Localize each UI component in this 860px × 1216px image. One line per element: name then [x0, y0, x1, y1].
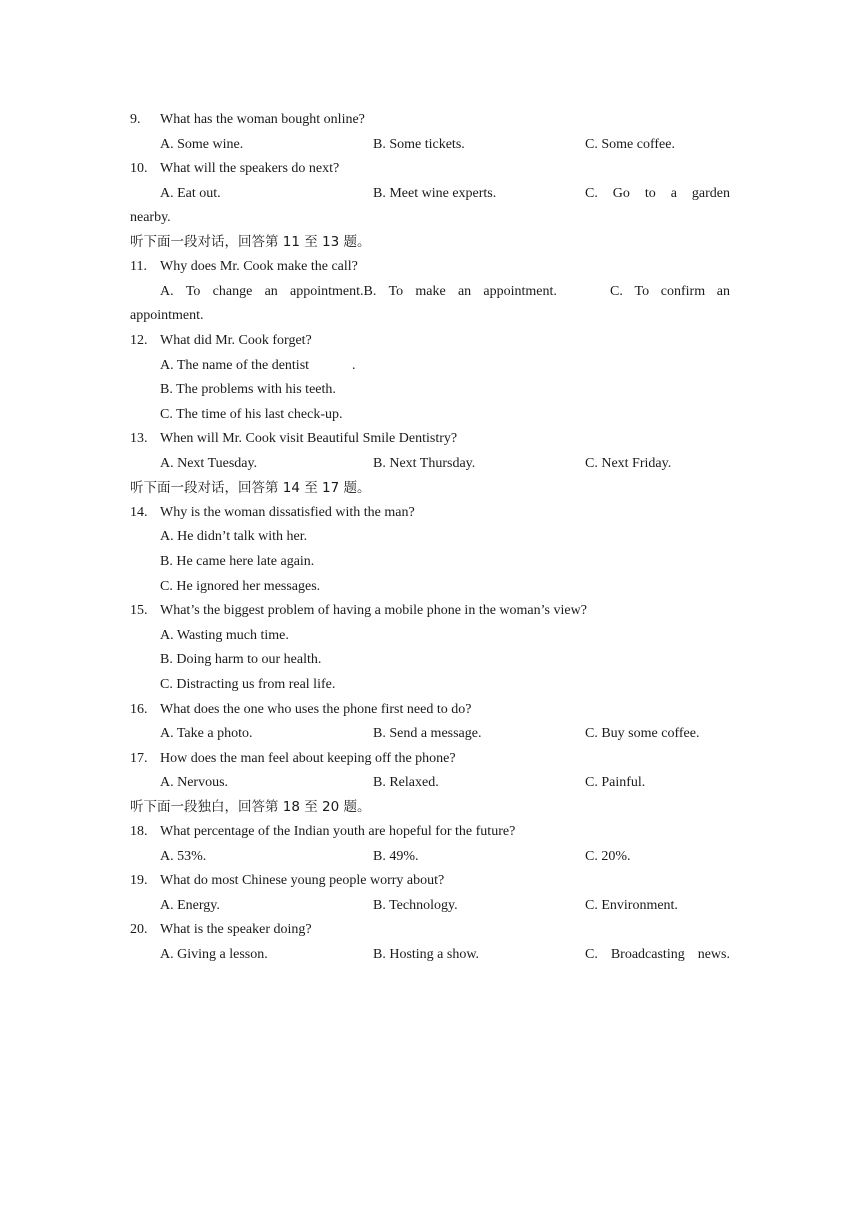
options-11	[130, 282, 730, 302]
question-text: What does the one who uses the phone first need to do?	[160, 702, 472, 717]
option-a: A. Take a photo.	[160, 726, 253, 741]
options-19	[130, 896, 730, 916]
question-number: 9.	[130, 112, 141, 127]
section-instruction: 听下面一段独白，回答第 18 至 20 题。	[130, 799, 371, 815]
option-b-row	[130, 380, 730, 400]
section-instruction: 听下面一段对话，回答第 14 至 17 题。	[130, 480, 371, 496]
option-c	[585, 184, 730, 204]
options-9	[130, 135, 730, 155]
question-17	[130, 749, 730, 769]
question-text: What will the speakers do next?	[160, 161, 340, 176]
word: C.	[585, 186, 598, 201]
word: news.	[697, 947, 730, 962]
word: To	[185, 284, 201, 299]
option-b: B. Relaxed.	[373, 775, 439, 790]
option-b: B. Send a message.	[373, 726, 482, 741]
question-text: What do most Chinese young people worry about?	[160, 873, 445, 888]
option-c-wrap	[130, 306, 730, 326]
question-number: 19.	[130, 873, 148, 888]
word: appointment.	[483, 284, 557, 299]
option-c-row	[130, 405, 730, 425]
question-text: Why is the woman dissatisfied with the man?	[160, 505, 415, 520]
word: To	[388, 284, 404, 299]
option-c: C. Buy some coffee.	[585, 726, 700, 741]
option-a-b	[160, 282, 557, 302]
option-b: B. He came here late again.	[160, 554, 315, 569]
option-a: A. Energy.	[160, 898, 220, 913]
option-c	[610, 282, 730, 302]
option-a: A. Nervous.	[160, 775, 229, 790]
option-b: B. Some tickets.	[373, 137, 465, 152]
question-number: 11.	[130, 259, 147, 274]
option-c: C. Painful.	[585, 775, 646, 790]
question-number: 18.	[130, 824, 148, 839]
option-c: C. 20%.	[585, 849, 631, 864]
option-a-period: .	[352, 358, 356, 373]
word: make	[415, 284, 446, 299]
word: to	[644, 186, 656, 201]
option-a: A. 53%.	[160, 849, 207, 864]
option-b-row	[130, 650, 730, 670]
options-10	[130, 184, 730, 204]
question-number: 15.	[130, 603, 148, 618]
question-text: What’s the biggest problem of having a mobile phone in the woman’s view?	[160, 603, 587, 618]
option-c: C. Next Friday.	[585, 456, 672, 471]
option-b: B. Next Thursday.	[373, 456, 476, 471]
word: Go	[612, 186, 630, 201]
option-c: C. He ignored her messages.	[160, 579, 321, 594]
option-a: A. Eat out.	[160, 186, 221, 201]
option-a-row	[130, 527, 730, 547]
word: C.	[610, 284, 623, 299]
option-a: A. He didn’t talk with her.	[160, 529, 308, 544]
question-number: 20.	[130, 922, 148, 937]
question-number: 14.	[130, 505, 148, 520]
word: garden	[691, 186, 730, 201]
question-10	[130, 159, 730, 179]
question-text: What is the speaker doing?	[160, 922, 312, 937]
question-13	[130, 429, 730, 449]
word: an	[264, 284, 278, 299]
word: a	[670, 186, 677, 201]
question-text: Why does Mr. Cook make the call?	[160, 259, 358, 274]
word: appointment.B.	[290, 284, 377, 299]
options-13	[130, 454, 730, 474]
option-c	[585, 945, 730, 965]
question-16	[130, 700, 730, 720]
option-a: A. Giving a lesson.	[160, 947, 268, 962]
option-b: B. Hosting a show.	[373, 947, 480, 962]
option-a: A. Wasting much time.	[160, 628, 289, 643]
question-15	[130, 601, 730, 621]
option-c: C. Distracting us from real life.	[160, 677, 336, 692]
option-b: B. The problems with his teeth.	[160, 382, 336, 397]
question-18	[130, 822, 730, 842]
question-text: When will Mr. Cook visit Beautiful Smile Dentistry?	[160, 431, 458, 446]
question-number: 12.	[130, 333, 148, 348]
word: A.	[160, 284, 174, 299]
option-c: C. The time of his last check-up.	[160, 407, 343, 422]
option-a: A. The name of the dentist	[160, 358, 310, 373]
option-b: B. Doing harm to our health.	[160, 652, 322, 667]
question-20	[130, 920, 730, 940]
question-text: What has the woman bought online?	[160, 112, 365, 127]
word: confirm	[660, 284, 706, 299]
question-12	[130, 331, 730, 351]
option-b: B. Meet wine experts.	[373, 186, 497, 201]
option-a-row	[130, 626, 730, 646]
options-18	[130, 847, 730, 867]
options-16	[130, 724, 730, 744]
option-c: C. Some coffee.	[585, 137, 675, 152]
word: C.	[585, 947, 598, 962]
question-text: How does the man feel about keeping off the phone?	[160, 751, 456, 766]
question-text: What did Mr. Cook forget?	[160, 333, 312, 348]
option-c-row	[130, 577, 730, 597]
word: an	[716, 284, 730, 299]
option-a: A. Some wine.	[160, 137, 244, 152]
question-14	[130, 503, 730, 523]
question-19	[130, 871, 730, 891]
word: an	[457, 284, 472, 299]
question-number: 13.	[130, 431, 148, 446]
options-20	[130, 945, 730, 965]
option-c: C. Environment.	[585, 898, 678, 913]
word: Broadcasting	[610, 947, 685, 962]
option-a-row	[130, 356, 730, 376]
word: change	[212, 284, 253, 299]
option-a: A. Next Tuesday.	[160, 456, 258, 471]
option-c-continued: appointment.	[130, 308, 204, 323]
option-b-row	[130, 552, 730, 572]
question-number: 16.	[130, 702, 148, 717]
question-text: What percentage of the Indian youth are hopeful for the future?	[160, 824, 516, 839]
question-number: 10.	[130, 161, 148, 176]
question-11	[130, 257, 730, 277]
question-9	[130, 110, 730, 130]
option-c-wrap	[130, 208, 730, 228]
option-b: B. Technology.	[373, 898, 458, 913]
word: To	[634, 284, 650, 299]
options-17	[130, 773, 730, 793]
section-instruction: 听下面一段对话，回答第 11 至 13 题。	[130, 234, 371, 250]
question-number: 17.	[130, 751, 148, 766]
option-b: B. 49%.	[373, 849, 419, 864]
option-c-row	[130, 675, 730, 695]
option-c-continued: nearby.	[130, 210, 171, 225]
